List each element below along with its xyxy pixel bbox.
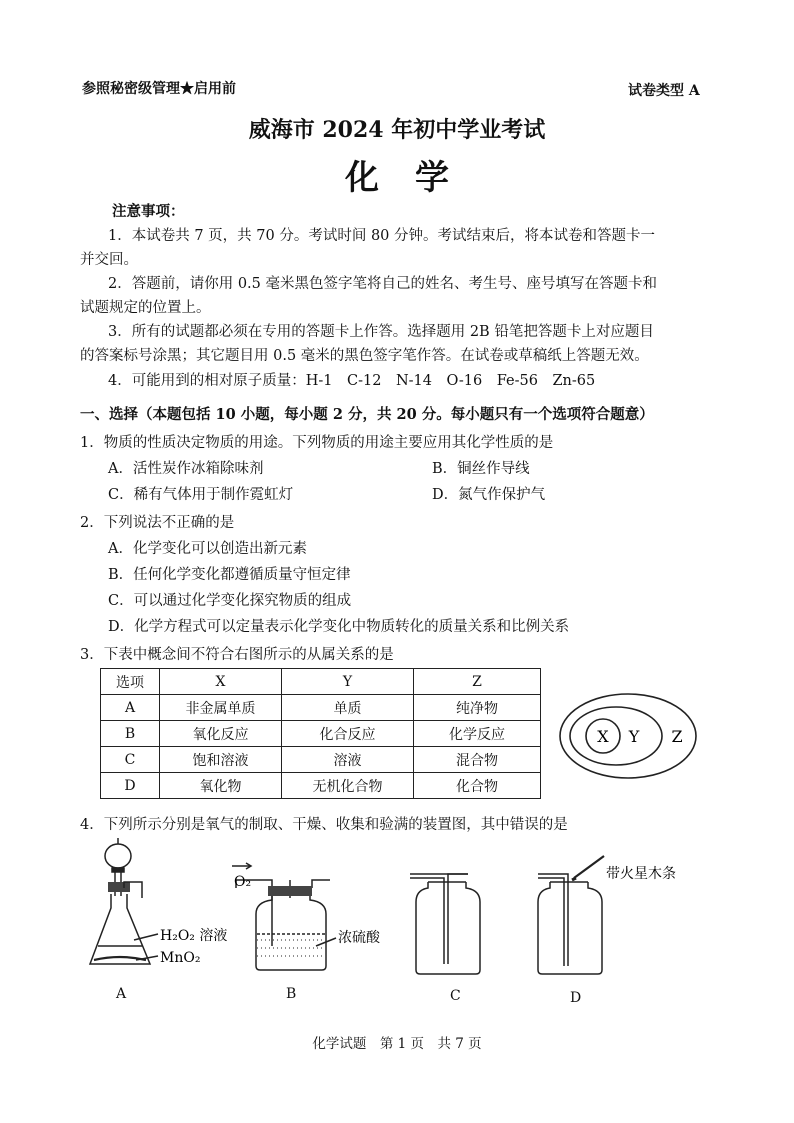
page-footer: 化学试题 第 1 页 共 7 页	[312, 1036, 482, 1052]
subject-title: 化学	[345, 158, 485, 198]
section-heading: 一、选择（本题包括 10 小题，每小题 2 分，共 20 分。每小题只有一个选项符合题意）	[80, 406, 654, 423]
notice-line-4: 试题规定的位置上。	[80, 300, 211, 316]
q1-option-c: C．稀有气体用于制作霓虹灯	[108, 487, 294, 503]
xyz-ellipse-diagram	[556, 688, 706, 784]
q1-stem: 1．物质的性质决定物质的用途。下列物质的用途主要应用其化学性质的是	[80, 435, 554, 451]
y-ellipse	[570, 707, 662, 765]
notice-line-7: 4．可能用到的相对原子质量：H-1 C-12 N-14 O-16 Fe-56 Zn-65	[108, 373, 596, 389]
conical-flask	[90, 894, 150, 964]
table-cell: 溶液	[282, 747, 414, 773]
table-cell: 纯净物	[414, 695, 541, 721]
table-header-row	[101, 669, 541, 695]
funnel-bulb	[105, 844, 131, 868]
table-cell: 化合物	[414, 773, 541, 799]
notice-line-3: 2．答题前，请你用 0.5 毫米黑色签字笔将自己的姓名、考生号、座号填写在答题卡和	[108, 276, 658, 292]
table-header-cell: X	[160, 669, 282, 695]
figure-label-c: C	[450, 988, 461, 1004]
label-h2o2: H₂O₂ 溶液	[160, 928, 228, 944]
table-cell: 混合物	[414, 747, 541, 773]
apparatus-d-test	[534, 850, 694, 980]
label-splint: 带火星木条	[606, 866, 676, 882]
table-header-cell: Y	[282, 669, 414, 695]
q1-option-a: A．活性炭作冰箱除味剂	[108, 461, 264, 477]
q4-stem: 4．下列所示分别是氧气的制取、干燥、收集和验满的装置图，其中错误的是	[80, 817, 568, 833]
notice-line-6: 的答案标号涂黑；其它题目用 0.5 毫米的黑色签字笔作答。在试卷或草稿纸上答题无效。	[80, 348, 649, 364]
table-cell: D	[101, 773, 160, 799]
diagram-label-z: Z	[671, 727, 683, 746]
paper-type: 试卷类型 A	[628, 83, 700, 99]
table-cell: B	[101, 721, 160, 747]
q2-option-b: B．任何化学变化都遵循质量守恒定律	[108, 567, 351, 583]
table-cell: 非金属单质	[160, 695, 282, 721]
notice-line-1: 1．本试卷共 7 页，共 70 分。考试时间 80 分钟。考试结束后，将本试卷和答题卡一	[108, 228, 656, 244]
table-cell: 饱和溶液	[160, 747, 282, 773]
exam-title: 威海市 2024 年初中学业考试	[248, 117, 546, 143]
q1-option-d: D．氮气作保护气	[432, 487, 546, 503]
notice-line-2: 并交回。	[80, 252, 138, 268]
label-mno2: MnO₂	[160, 950, 201, 966]
table-cell: 氧化反应	[160, 721, 282, 747]
table-cell: 化学反应	[414, 721, 541, 747]
table-cell: A	[101, 695, 160, 721]
table-cell: 无机化合物	[282, 773, 414, 799]
table-cell: 化合反应	[282, 721, 414, 747]
table-cell: C	[101, 747, 160, 773]
q2-stem: 2．下列说法不正确的是	[80, 515, 235, 531]
table-cell: 单质	[282, 695, 414, 721]
q2-option-c: C．可以通过化学变化探究物质的组成	[108, 593, 352, 609]
figure-label-a: A	[116, 986, 127, 1002]
test-bottle	[538, 882, 602, 974]
table-row	[101, 747, 541, 773]
apparatus-c-collection	[406, 864, 496, 980]
table-row	[101, 773, 541, 799]
q2-option-a: A．化学变化可以创造出新元素	[108, 541, 307, 557]
table-cell: 氧化物	[160, 773, 282, 799]
apparatus-b-drying-bottle	[226, 862, 396, 980]
gas-bottle	[256, 896, 326, 970]
table-row	[101, 721, 541, 747]
table-row	[101, 695, 541, 721]
q2-option-d: D．化学方程式可以定量表示化学变化中物质转化的质量关系和比例关系	[108, 619, 570, 635]
label-o2: O₂	[234, 874, 252, 890]
table-header-cell: Z	[414, 669, 541, 695]
q3-stem: 3．下表中概念间不符合右图所示的从属关系的是	[80, 647, 394, 663]
diagram-label-x: X	[597, 727, 609, 746]
secret-mark: 参照秘密级管理★启用前	[82, 81, 236, 97]
q1-option-b: B．铜丝作导线	[432, 461, 530, 477]
diagram-label-y: Y	[628, 727, 640, 746]
notice-line-5: 3．所有的试题都必须在专用的答题卡上作答。选择题用 2B 铅笔把答题卡上对应题目	[108, 324, 654, 340]
figure-label-d: D	[570, 990, 582, 1006]
figure-label-b: B	[286, 986, 297, 1002]
q3-table	[100, 668, 541, 799]
notice-heading: 注意事项：	[112, 203, 185, 220]
label-acid: 浓硫酸	[338, 930, 380, 946]
table-header-cell: 选项	[101, 669, 160, 695]
splint	[574, 856, 604, 878]
